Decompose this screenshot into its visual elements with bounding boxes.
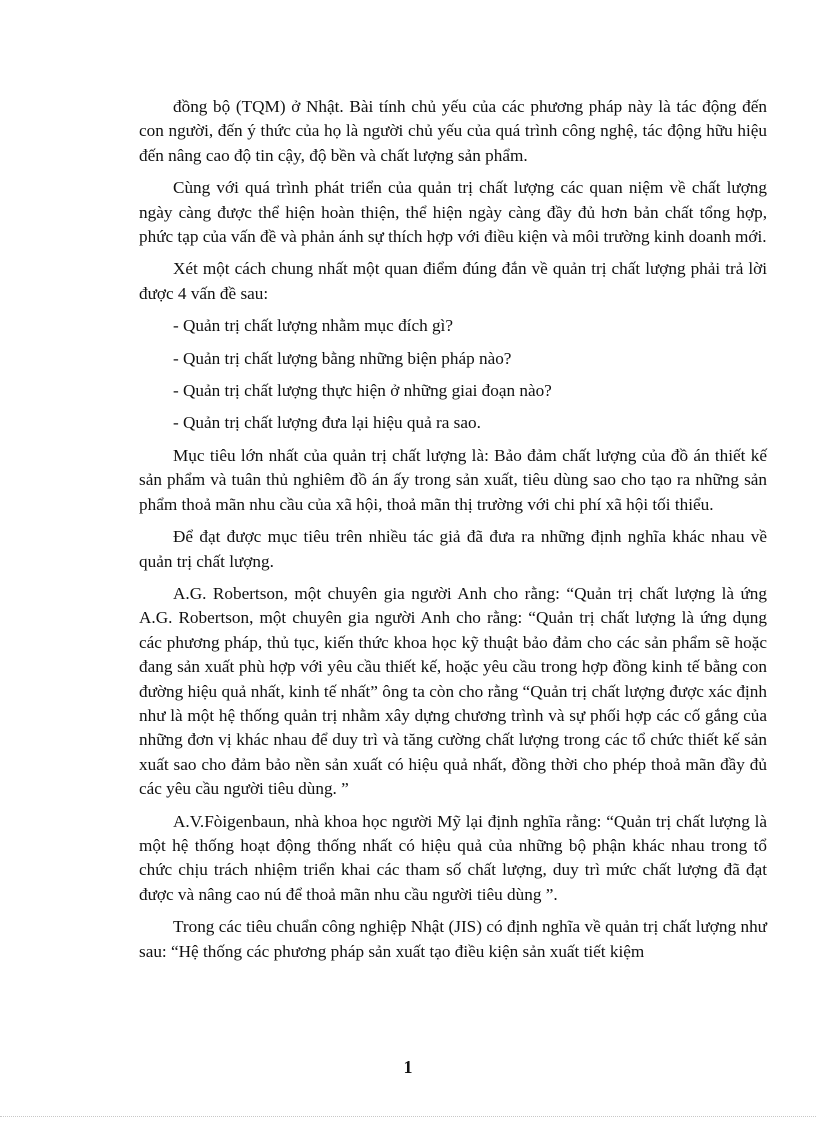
- paragraph: A.V.Fòigenbaun, nhà khoa học người Mỹ lại định nghĩa rằng: “Quản trị chất lượng là một hệ thống hoạt động thống nhất có hiệu quả của những bộ phận khác nhau trong tổ chức chịu trách nhiệm triển khai các tham số chất lượng, duy trì mức chất lượng đã đạt được và nâng cao nú để thoả mãn nhu cầu người tiêu dùng ”.: [139, 811, 767, 904]
- list-item: - Quản trị chất lượng thực hiện ở những giai đoạn nào?: [173, 381, 552, 401]
- page-boundary-divider: [0, 1116, 816, 1117]
- paragraph: Mục tiêu lớn nhất của quản trị chất lượng là: Bảo đảm chất lượng của đồ án thiết kế sản phẩm và tuân thủ nghiêm đồ án ấy trong sản xuất, tiêu dùng sao cho tạo ra những sản phẩm thoả mãn nhu cầu của xã hội, thoả mãn thị trường với chi phí xã hội tối thiểu.: [139, 445, 767, 514]
- body-text: [139, 95, 767, 972]
- paragraph: Xét một cách chung nhất một quan điểm đúng đắn về quản trị chất lượng phải trả lời được 4 vấn đề sau:: [139, 259, 767, 303]
- paragraph: Cùng với quá trình phát triển của quản trị chất lượng các quan niệm về chất lượng ngày càng được thể hiện hoàn thiện, thể hiện ngày càng đầy đủ hơn bản chất tổng hợp, phức tạp của vấn đề và phản ánh sự thích hợp với điều kiện và môi trường kinh doanh mới.: [139, 178, 767, 247]
- paragraph: Trong các tiêu chuẩn công nghiệp Nhật (JIS) có định nghĩa về quản trị chất lượng như sau: “Hệ thống các phương pháp sản xuất tạo điều kiện sản xuất tiết kiệm: [139, 917, 767, 961]
- paragraph: Để đạt được mục tiêu trên nhiều tác giả đã đưa ra những định nghĩa khác nhau về quản trị chất lượng.: [139, 527, 767, 571]
- paragraph: đồng bộ (TQM) ở Nhật. Bài tính chủ yếu của các phương pháp này là tác động đến con người, đến ý thức của họ là người chủ yếu của quá trình công nghệ, tác động hữu hiệu đến nâng cao độ tin cậy, độ bền và chất lượng sản phẩm.: [139, 97, 767, 165]
- list-item: - Quản trị chất lượng nhằm mục đích gì?: [173, 316, 453, 336]
- paragraph: A.G. Robertson, một chuyên gia người Anh cho rằng: “Quản trị chất lượng là ứng A.G. Robertson, một chuyên gia người Anh cho rằng: “Quản trị chất lượng là ứng dụng các phương pháp, thủ tục, kiến thức khoa học kỹ thuật bảo đảm cho các sản phẩm sẽ hoặc đang sản xuất phù hợp với yêu cầu thiết kế, hoặc yêu cầu trong hợp đồng kinh tế bằng con đường hiệu quả nhất, kinh tế nhất” ông ta còn cho rằng “Quản trị chất lượng được xác định như là một hệ thống quản trị nhằm xây dựng chương trình và sự phối hợp các cố gắng của những đơn vị khác nhau để duy trì và tăng cường chất lượng trong các tổ chức thiết kế sản xuất sao cho đảm bảo nền sản xuất có hiệu quả nhất, đồng thời cho phép thoả mãn đầy đủ các yêu cầu người tiêu dùng. ”: [139, 583, 767, 799]
- list-item: - Quản trị chất lượng bằng những biện pháp nào?: [173, 348, 512, 368]
- page-number: 1: [403, 1057, 413, 1077]
- list-item: - Quản trị chất lượng đưa lại hiệu quả ra sao.: [173, 413, 481, 433]
